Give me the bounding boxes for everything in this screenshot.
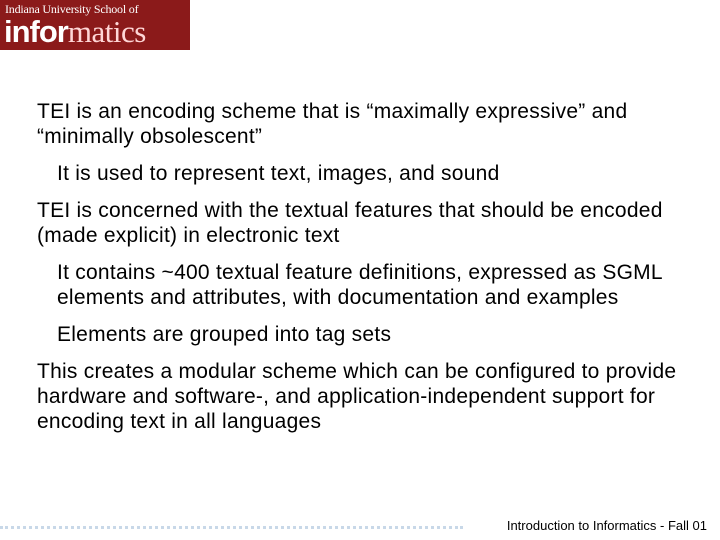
bullet-item: TEI is an encoding scheme that is “maximally expressive” and “minimally obsolescent”: [37, 100, 628, 148]
sub-bullet-item: It is used to represent text, images, and sound: [57, 162, 500, 185]
logo-wordmark: [4, 15, 146, 48]
footer-divider: [0, 526, 463, 529]
bullet-item: This creates a modular scheme which can be configured to provide hardware and software-, and application-independent support for encoding text in all languages: [37, 360, 677, 433]
logo-wordmark-bold: infor: [4, 14, 68, 49]
logo-school-name: Indiana University School of: [5, 2, 139, 16]
sub-bullet-item: It contains ~400 textual feature definitions, expressed as SGML elements and attributes, with documentation and examples: [57, 261, 663, 309]
bullet-item: TEI is concerned with the textual features that should be encoded (made explicit) in electronic text: [37, 199, 663, 247]
slide-content: [37, 99, 707, 446]
footer-course-title: Introduction to Informatics - Fall 01: [506, 518, 707, 533]
school-logo: [0, 0, 190, 50]
logo-wordmark-rest: matics: [67, 14, 146, 49]
sub-bullet-item: Elements are grouped into tag sets: [57, 323, 392, 346]
